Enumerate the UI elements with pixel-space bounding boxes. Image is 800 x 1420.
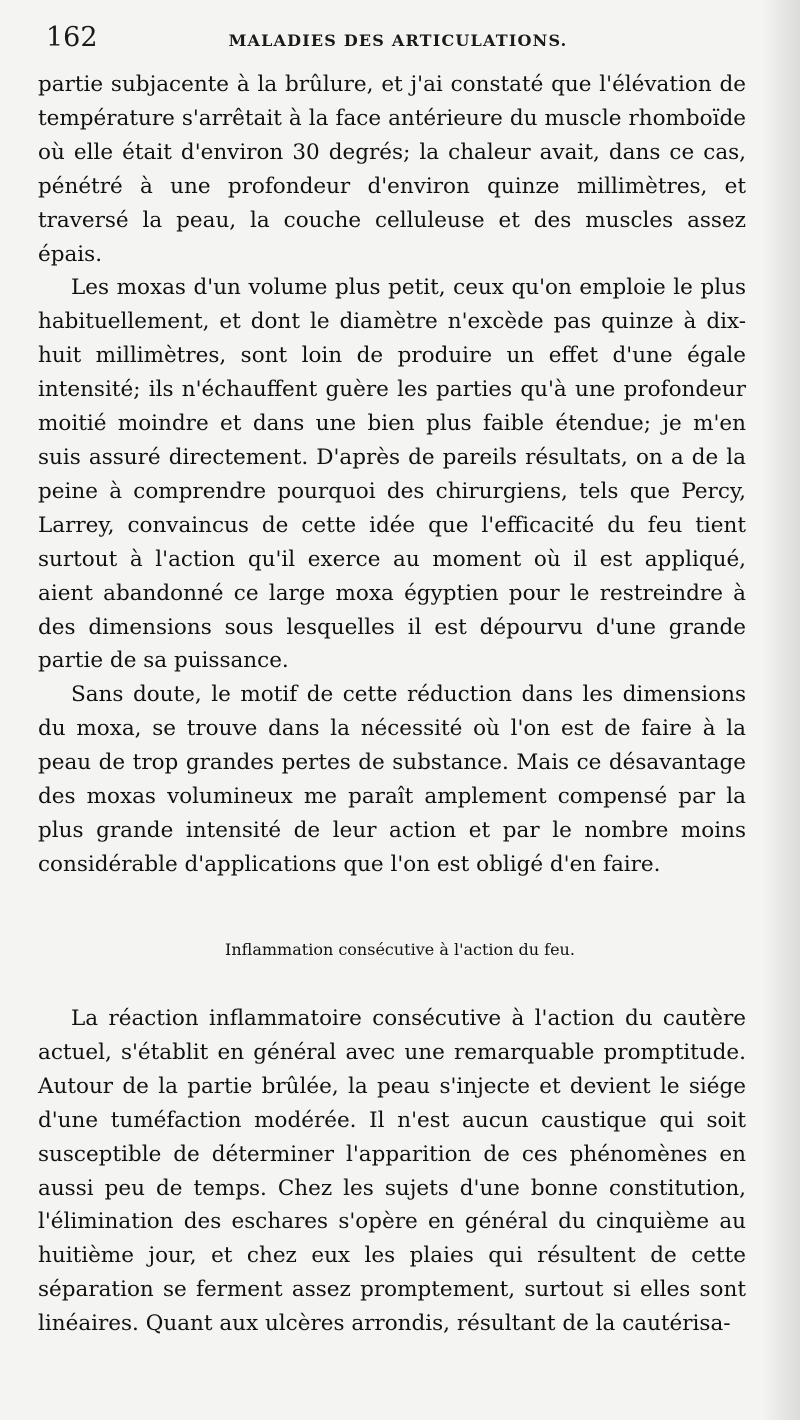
paragraph-continued: partie subjacente à la brûlure, et j'ai constaté que l'élévation de température s'arrêtait à la face antérieure du muscle rhomboïde où elle était d'environ 30 degrés; la chaleur avait, dans ce cas, pénétré à une profondeur d'environ quinze millimètres, et traversé la peau, la couche celluleuse et des muscles assez épais. [38, 72, 746, 267]
running-title: MALADIES DES ARTICULATIONS. [228, 31, 568, 50]
section-heading: Inflammation consécutive à l'action du feu. [225, 940, 575, 959]
paragraph: La réaction inflammatoire consécutive à l'action du cautère actuel, s'établit en général avec une remarquable promptitude. Autour de la partie brûlée, la peau s'injecte et devient le siége d'une tuméfaction modérée. Il n'est aucun caustique qui soit susceptible de déterminer l'apparition de ces phénomènes en aussi peu de temps. Chez les sujets d'une bonne constitution, l'élimination des eschares s'opère en général du cinquième au huitième jour, et chez eux les plaies qui résultent de cette séparation se ferment assez promptement, surtout si elles sont linéaires. Quant aux ulcères arrondis, résultant de la cautérisa- [38, 1006, 746, 1337]
body-text-after-heading [38, 1002, 746, 1341]
paragraph: Sans doute, le motif de cette réduction dans les dimensions du moxa, se trouve dans la nécessité où l'on est de faire à la peau de trop grandes pertes de substance. Mais ce désavantage des moxas volumineux me paraît amplement compensé par la plus grande intensité de leur action et par le nombre moins considérable d'applications que l'on est obligé d'en faire. [38, 682, 746, 877]
paragraph: Les moxas d'un volume plus petit, ceux qu'on emploie le plus habituellement, et dont le diamètre n'excède pas quinze à dix-huit millimètres, sont loin de produire un effet d'une égale intensité; ils n'échauffent guère les parties qu'à une profondeur moitié moindre et dans une bien plus faible étendue; je m'en suis assuré directement. D'après de pareils résultats, on a de la peine à comprendre pourquoi des chirurgiens, tels que Percy, Larrey, convaincus de cette idée que l'efficacité du feu tient surtout à l'action qu'il exerce au moment où il est appliqué, aient abandonné ce large moxa égyptien pour le restreindre à des dimensions sous lesquelles il est dépourvu d'une grande partie de sa puissance. [38, 275, 746, 674]
body-text-before-heading [38, 68, 746, 882]
page-number: 162 [46, 22, 98, 53]
running-header [46, 22, 750, 56]
